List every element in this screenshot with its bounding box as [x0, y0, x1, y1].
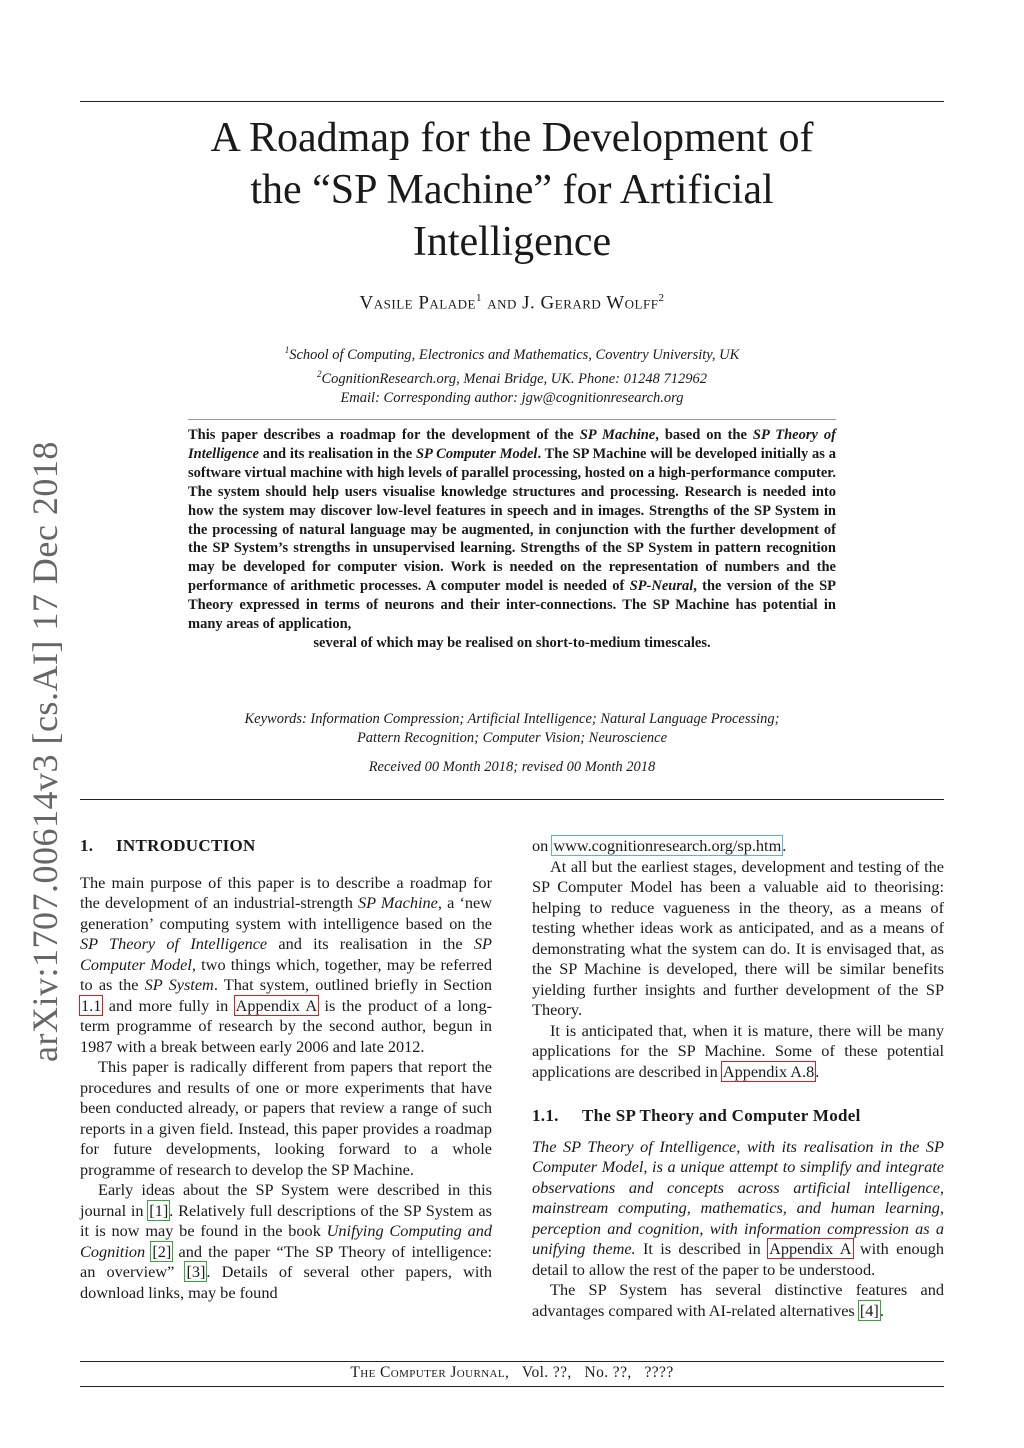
affiliation-1: School of Computing, Electronics and Mathematics, Coventry University, UK — [289, 346, 740, 363]
paragraph — [532, 1021, 944, 1083]
subsection-heading — [532, 1106, 944, 1127]
abstract-emph: SP Machine — [579, 427, 656, 443]
appendix-link[interactable]: Appendix A — [769, 1239, 852, 1258]
text: and more fully in — [102, 995, 235, 1015]
text: . Relatively full descriptions of the SP System as it is now may be found in the book — [80, 1200, 492, 1240]
emph: SP Computer Model — [80, 934, 492, 974]
text: . — [782, 836, 787, 855]
paragraph — [532, 1280, 944, 1321]
contact-email: Email: Corresponding author: jgw@cognitionresearch.org — [340, 389, 684, 406]
abstract-text: This paper describes a roadmap for the development of the — [188, 427, 580, 443]
arxiv-stamp: arXiv:1707.00614v3 [cs.AI] 17 Dec 2018 — [25, 441, 65, 1062]
text: , two things which, together, may be referred to as the — [80, 954, 492, 994]
paragraph — [80, 1180, 492, 1303]
journal-number: No. ??, — [584, 1364, 632, 1381]
affiliations — [180, 341, 844, 408]
text: on — [532, 836, 553, 855]
section-heading — [80, 836, 492, 857]
journal-year: ???? — [644, 1364, 674, 1381]
paper-title — [160, 112, 864, 268]
abstract-text: . The SP Machine will be developed initially as a software virtual machine with high levels of parallel processing, hosted on a high-performance computer. The system should help users visualise knowledge structures and processing. Research is needed into how the system may discover low-level features in speech and in images. Strengths of the SP System in the processing of natural language may be augmented, in conjunction with the further development of the SP System’s strengths in unsupervised learning. Strengths of the SP System in pattern recognition may be developed for computer vision. Work is needed on the representation of numbers and the performance of arithmetic processes. A computer model is needed of — [188, 445, 837, 595]
text: . That system, outlined briefly in Section — [213, 975, 493, 994]
abstract-last-line: several of which may be realised on short-to-medium timescales. — [313, 634, 711, 651]
abstract-rule — [188, 419, 836, 420]
author-conjunction: and — [487, 292, 517, 314]
text: The SP System has several distinctive features and advantages compared with AI-related alternatives — [532, 1280, 944, 1320]
section-link[interactable]: 1.1 — [81, 995, 102, 1015]
journal-name: The Computer Journal, — [350, 1364, 510, 1381]
citation-link[interactable]: [1] — [149, 1200, 169, 1220]
text: It is described in — [635, 1239, 769, 1258]
emph: Unifying Computing and Cognition — [80, 1221, 493, 1261]
section-number: 1. — [80, 836, 94, 855]
received-date: Received 00 Month 2018; revised 00 Month 2018 — [368, 759, 656, 775]
abstract-text: , based on the — [655, 427, 753, 443]
title-line: A Roadmap for the Development of — [210, 115, 814, 161]
section-title: INTRODUCTION — [116, 836, 256, 855]
citation-link[interactable]: [2] — [152, 1241, 172, 1261]
abstract-text: , the version of the SP Theory expressed in terms of neurons and their inter-connections. The SP Machine has potential in many areas of application, — [188, 578, 836, 633]
abstract-emph: SP Computer Model — [415, 445, 538, 462]
author-list — [80, 292, 944, 314]
subsection-title: The SP Theory and Computer Model — [582, 1106, 861, 1125]
emph: SP System — [144, 975, 214, 994]
keywords — [188, 710, 836, 748]
text: Early ideas about the SP System were described in this journal in — [80, 1180, 492, 1220]
author-affil-mark: 1 — [475, 292, 482, 304]
footer-top-rule — [80, 1361, 944, 1362]
text: . — [879, 1300, 884, 1320]
journal-volume: Vol. ??, — [521, 1364, 572, 1381]
abstract-emph: SP Theory of Intelligence — [188, 427, 836, 462]
text: and its realisation in the — [267, 934, 474, 953]
text: , a ‘new generation’ computing system with intelligence based on the — [80, 893, 493, 933]
author-name: J. Gerard Wolff — [522, 292, 659, 314]
keywords-line: Pattern Recognition; Computer Vision; Neuroscience — [356, 730, 668, 746]
abstract-text: and its realisation in the — [258, 445, 416, 462]
text: with enough detail to allow the rest of the paper to be understood. — [532, 1239, 945, 1279]
left-column — [80, 836, 492, 1303]
keywords-line: Keywords: Information Compression; Artificial Intelligence; Natural Language Processing; — [244, 711, 780, 727]
emph: The SP Theory of Intelligence, with its realisation in the SP Computer Model, is a unique attempt to simplify and integrate observations and concepts across artificial intelligence, mainstream computing, mathematics, and human learning, perception and cognition, with information compression as a unifying theme. — [532, 1136, 944, 1258]
emph: SP Machine — [357, 893, 438, 912]
emph: SP Theory of Intelligence — [80, 934, 268, 953]
journal-footer — [80, 1364, 944, 1382]
subsection-number: 1.1. — [532, 1106, 559, 1125]
paragraph — [532, 836, 944, 857]
citation-link[interactable]: [4] — [859, 1300, 879, 1320]
title-line: the “SP Machine” for Artificial — [250, 167, 774, 213]
paragraph — [532, 1137, 944, 1281]
right-column — [532, 836, 944, 1321]
text: is the product of a long-term programme of research by the second author, begun in 1987 with a break between early 2006 and late 2012. — [80, 995, 493, 1056]
text: The main purpose of this paper is to describe a roadmap for the development of an industrial-strength — [80, 872, 492, 912]
citation-link[interactable]: [3] — [186, 1262, 206, 1281]
text: . Details of several other papers, with download links, may be found — [80, 1262, 493, 1302]
header-bottom-rule — [80, 799, 944, 800]
text: . — [815, 1061, 820, 1081]
paragraph: This paper is radically different from papers that report the procedures and results of one or more experiments that have been conducted already, or papers that review a range of such reports in a given field. Instead, this paper provides a roadmap for future developments, looking forward to a whole programme of research to develop the SP Machine. — [80, 1057, 492, 1179]
title-line: Intelligence — [412, 219, 612, 265]
abstract — [188, 426, 836, 653]
footer-bottom-rule — [80, 1386, 944, 1387]
paragraph — [80, 873, 492, 1058]
url-link[interactable]: www.cognitionresearch.org/sp.htm — [553, 836, 782, 855]
affiliation-2: CognitionResearch.org, Menai Bridge, UK. Phone: 01248 712962 — [321, 370, 708, 387]
abstract-emph: SP-Neural — [629, 578, 694, 595]
appendix-link[interactable]: Appendix A — [235, 995, 318, 1015]
appendix-link[interactable]: Appendix A.8 — [722, 1061, 815, 1081]
paragraph: At all but the earliest stages, development and testing of the SP Computer Model has been a valuable aid to theorising: helping to reduce vagueness in the theory, as a means of testing whether ideas work as anticipated, and as a means of demonstrating what the system can do. It is envisaged that, as the SP Machine is developed, there will be similar benefits yielding further insights and further development of the SP Theory. — [532, 856, 944, 1019]
affil-mark: 2 — [316, 368, 322, 379]
affil-mark: 1 — [284, 345, 290, 355]
author-name: Vasile Palade — [359, 292, 476, 314]
top-rule — [80, 101, 944, 102]
author-affil-mark: 2 — [658, 292, 665, 304]
text: and the paper “The SP Theory of intelligence: an overview” — [80, 1241, 492, 1281]
text: It is anticipated that, when it is mature, there will be many applications for the SP Machine. Some of these potential applications are described in — [532, 1020, 944, 1081]
